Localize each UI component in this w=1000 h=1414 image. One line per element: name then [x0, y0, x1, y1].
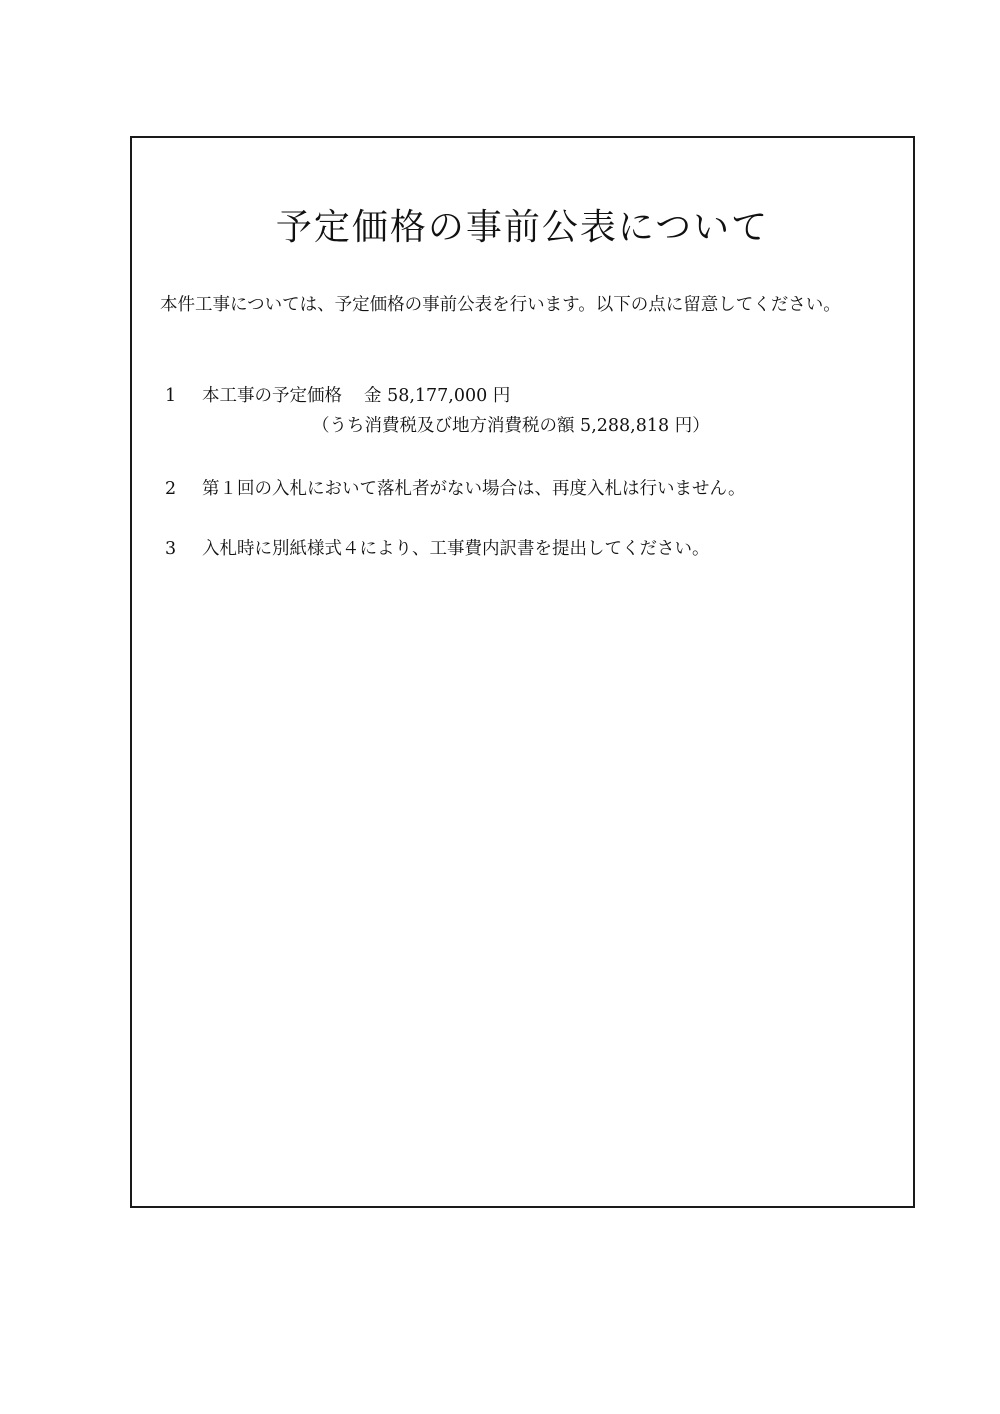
item-2-text: 第１回の入札において落札者がない場合は、再度入札は行いません。 — [202, 479, 746, 499]
item-1-number: 1 — [165, 386, 177, 406]
item-2-number: 2 — [165, 479, 177, 499]
document-frame — [130, 136, 915, 1208]
item-1-amount: 金 58,177,000 円 — [364, 386, 511, 406]
item-3-number: 3 — [165, 539, 177, 559]
item-1 — [165, 381, 510, 411]
item-3-text: 入札時に別紙様式４により、工事費内訳書を提出してください。 — [202, 539, 710, 559]
intro-paragraph: 本件工事については、予定価格の事前公表を行います。以下の点に留意してください。 — [160, 295, 841, 315]
item-2 — [165, 474, 746, 504]
item-3 — [165, 534, 710, 564]
item-1-label: 本工事の予定価格 — [202, 386, 342, 406]
item-1-tax-note: （うち消費税及び地方消費税の額 5,288,818 円） — [312, 416, 710, 436]
document-title: 予定価格の事前公表について — [275, 207, 770, 248]
